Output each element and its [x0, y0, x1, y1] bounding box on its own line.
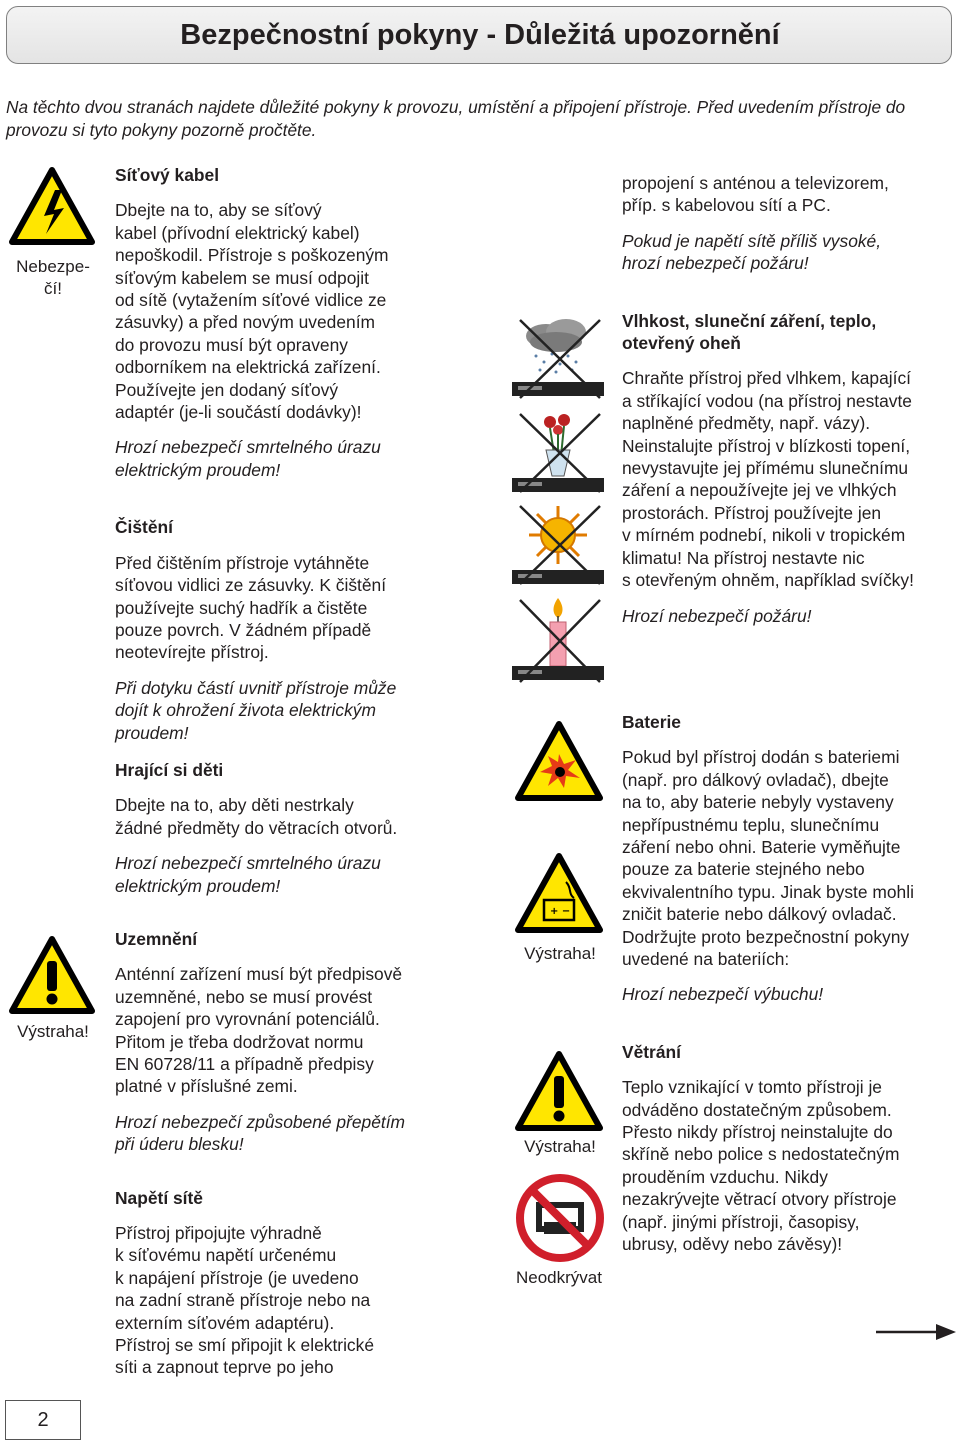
page-number: 2 — [5, 1400, 81, 1440]
section-title-voltage: Napětí sítě — [115, 1187, 203, 1208]
no-vase-icon — [508, 410, 608, 496]
do-not-cover-label: Neodkrývat — [516, 1268, 602, 1287]
cable-paragraph: Dbejte na to, aby se síťový kabel (přívodní elektrický kabel) nepoškodil. Přístroje s poškozeným síťovým kabelem se musí odpojit od sítě (vytažením síťové vidlice ze zásuvky) a před novým uvedením do provozu musí být opraveny odborníkem na elektrická zařízení. Používejte jen dodaný síťový adaptér (je-li součástí dodávky)! — [115, 200, 389, 423]
section-title-cable: Síťový kabel — [115, 165, 220, 185]
grounding-warning: Hrozí nebezpečí způsobené přepětím při úderu blesku! — [115, 1111, 406, 1155]
section-title-environment: Vlhkost, sluneční záření, teplo, otevřený oheň — [622, 310, 877, 354]
ventilation-paragraph: Teplo vznikající v tomto přístroji je odváděno dostatečným způsobem. Přesto nikdy přístroj neinstalujte do skříně nebo police s nedostatečným prouděním vzduchu. Nikdy nezakrývejte větrací otvory přístroje (např. jinými přístroji, časopisy, ubrusy, oděvy nebo závěsy)! — [622, 1077, 900, 1255]
svg-text:+ −: + − — [550, 906, 571, 917]
right-column — [622, 172, 956, 1255]
high-voltage-warning-icon — [8, 166, 96, 246]
exclamation-warning-icon — [8, 935, 96, 1015]
batteries-paragraph: Pokud byl přístroj dodán s bateriemi (např. pro dálkový ovladač), dbejte na to, aby baterie nebyly vystaveny nepřípustnému teplu, slunečnímu záření nebo ohni. Baterie vyměňujte pouze za baterie stejného nebo ekvivalentního typu. Jinak byste mohli zničit baterie nebo dálkový ovladač. Dodržujte proto bezpečnostní pokyny uvedené na bateriích: — [622, 747, 914, 969]
section-title-cleaning: Čištění — [115, 517, 173, 538]
warning-label-left: Výstraha! — [17, 1022, 89, 1041]
warning-label-ventilation: Výstraha! — [524, 1137, 596, 1156]
environment-paragraph: Chraňte přístroj před vlhkem, kapající a stříkající vodou (na přístroj nestavte naplněné předměty, např. vázy). Neinstalujte přístroj v blízkosti topení, nevystavujte jej přímému slunečnímu záření a nepoužívejte jej ve vlhkých prostorách. Přístroj používejte jen v mírném podnebí, nikoli v tropickém klimatu! Na přístroj nestavte nic s otevřeným ohněm, například svíčky! — [622, 368, 914, 591]
intro-text: Na těchto dvou stranách najdete důležité pokyny k provozu, umístění a připojení přístroje. Před uvedením přístroje do provozu si tyto pokyny pozorně pročtěte. — [6, 97, 906, 140]
section-title-kids: Hrající si děti — [115, 759, 224, 780]
no-moisture-icon — [508, 316, 608, 402]
section-title-grounding: Uzemnění — [115, 928, 198, 949]
grounding-paragraph: Anténní zařízení musí být předpisově uzemněné, nebo se musí provést zapojení pro vyrovnání potenciálů. Přitom je třeba dodržovat normu EN 60728/11 a případně předpisy platné v příslušné zemi. — [115, 964, 403, 1097]
connection-paragraph: propojení s anténou a televizorem, příp. s kabelovou sítí a PC. — [622, 173, 889, 216]
page-title: Bezpečnostní pokyny - Důležitá upozornění — [180, 19, 780, 51]
ventilation-warning-icon — [514, 1050, 604, 1132]
do-not-cover-icon — [514, 1172, 606, 1264]
kids-paragraph: Dbejte na to, aby děti nestrkaly žádné předměty do větracích otvorů. — [115, 795, 398, 838]
danger-label: Nebezpe- čí! — [16, 257, 90, 298]
battery-warning-icon — [514, 852, 604, 934]
voltage-paragraph: Přístroj připojujte výhradně k síťovému napětí určenému k napájení přístroje (je uvedeno na zadní straně přístroje nebo na externím síťovém adaptéru). Přístroj se smí připojit k elektrické síti a zapnout teprve po jeho — [115, 1223, 374, 1378]
section-title-ventilation: Větrání — [622, 1041, 681, 1062]
left-column — [115, 164, 449, 1379]
voltage-warning: Pokud je napětí sítě příliš vysoké, hrozí nebezpečí požáru! — [622, 230, 882, 274]
explosion-warning: Hrozí nebezpečí výbuchu! — [622, 984, 824, 1005]
no-sun-icon — [508, 502, 608, 588]
kids-warning: Hrozí nebezpečí smrtelného úrazu elektrickým proudem! — [115, 853, 381, 896]
explosion-warning-icon — [514, 720, 604, 802]
fire-warning: Hrozí nebezpečí požáru! — [622, 605, 812, 626]
cable-warning: Hrozí nebezpečí smrtelného úrazu elektrickým proudem! — [115, 437, 381, 480]
cleaning-warning: Při dotyku částí uvnitř přístroje může dojít k ohrožení života elektrickým proudem! — [115, 677, 397, 743]
continue-arrow-icon — [876, 1322, 956, 1342]
cleaning-paragraph: Před čištěním přístroje vytáhněte síťovou vidlici ze zásuvky. K čištění používejte suchý hadřík a čistěte pouze povrch. V žádném případě neotevírejte přístroj. — [115, 552, 387, 663]
section-title-batteries: Baterie — [622, 711, 681, 732]
no-open-flame-icon — [508, 594, 608, 686]
warning-label-battery: Výstraha! — [524, 944, 596, 963]
